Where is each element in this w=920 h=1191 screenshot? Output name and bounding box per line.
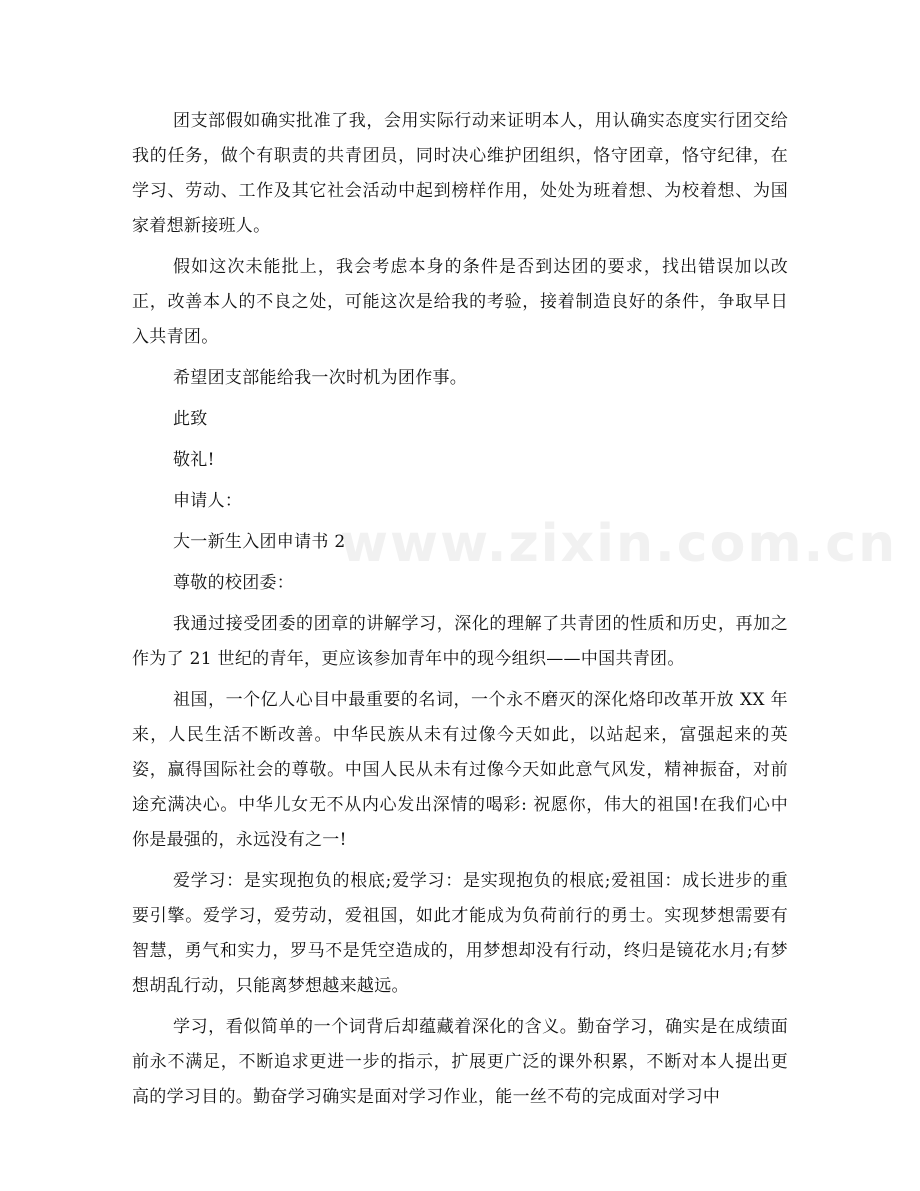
closing-salutation: 此致	[173, 409, 208, 429]
watermark: www.zixin.com.cn	[340, 514, 898, 574]
paragraph-diligent-study: 学习，看似简单的一个词背后却蕴藏着深化的含义。勤奋学习，确实是在成绩面前永不满足，不断追求更进一步的指示，扩展更广泛的课外积累，不断对本人提出更高的学习目的。勤奋学习确实是面对学习作业，能一丝不苟的完成面对学习中	[132, 1017, 788, 1107]
section-title: 大一新生入团申请书 2	[173, 532, 346, 552]
document-body	[132, 104, 788, 1115]
paragraph-commitment: 团支部假如确实批准了我，会用实际行动来证明本人，用认确实态度实行团交给我的任务，做个有职责的共青团员，同时决心维护团组织，恪守团章，恪守纪律，在学习、劳动、工作及其它社会活动中起到榜样作用，处处为班着想、为校着想、为国家着想新接班人。	[132, 111, 788, 236]
closing-regards: 敬礼!	[173, 450, 215, 470]
paragraph-love-learning: 爱学习：是实现抱负的根底;爱学习：是实现抱负的根底;爱祖国：成长进步的重要引擎。爱学习，爱劳动，爱祖国，如此才能成为负荷前行的勇士。实现梦想需要有智慧，勇气和实力，罗马不是凭空造成的，用梦想却没有行动，终归是镜花水月;有梦想胡乱行动，只能离梦想越来越远。	[132, 871, 788, 996]
paragraph-study-charter: 我通过接受团委的团章的讲解学习，深化的理解了共青团的性质和历史，再加之作为了 21 世纪的青年，更应该参加青年中的现今组织——中国共青团。	[132, 614, 788, 669]
paragraph-motherland: 祖国，一个亿人心目中最重要的名词，一个永不磨灭的深化烙印改革开放 XX 年来，人民生活不断改善。中华民族从未有过像今天如此，以站起来，富强起来的英姿，赢得国际社会的尊敬。中国人民从未有过像今天如此意气风发，精神振奋，对前途充满决心。中华儿女无不从内心发出深情的喝彩: 祝愿你，伟大的祖国!在我们心中你是最强的，永远没有之一!	[132, 690, 788, 850]
greeting: 尊敬的校团委：	[173, 573, 295, 593]
paragraph-hope: 希望团支部能给我一次时机为团作事。	[173, 368, 468, 388]
paragraph-if-rejected: 假如这次未能批上，我会考虑本身的条件是否到达团的要求，找出错误加以改正，改善本人的不良之处，可能这次是给我的考验，接着制造良好的条件，争取早日入共青团。	[132, 257, 788, 347]
applicant-label: 申请人：	[173, 491, 243, 511]
